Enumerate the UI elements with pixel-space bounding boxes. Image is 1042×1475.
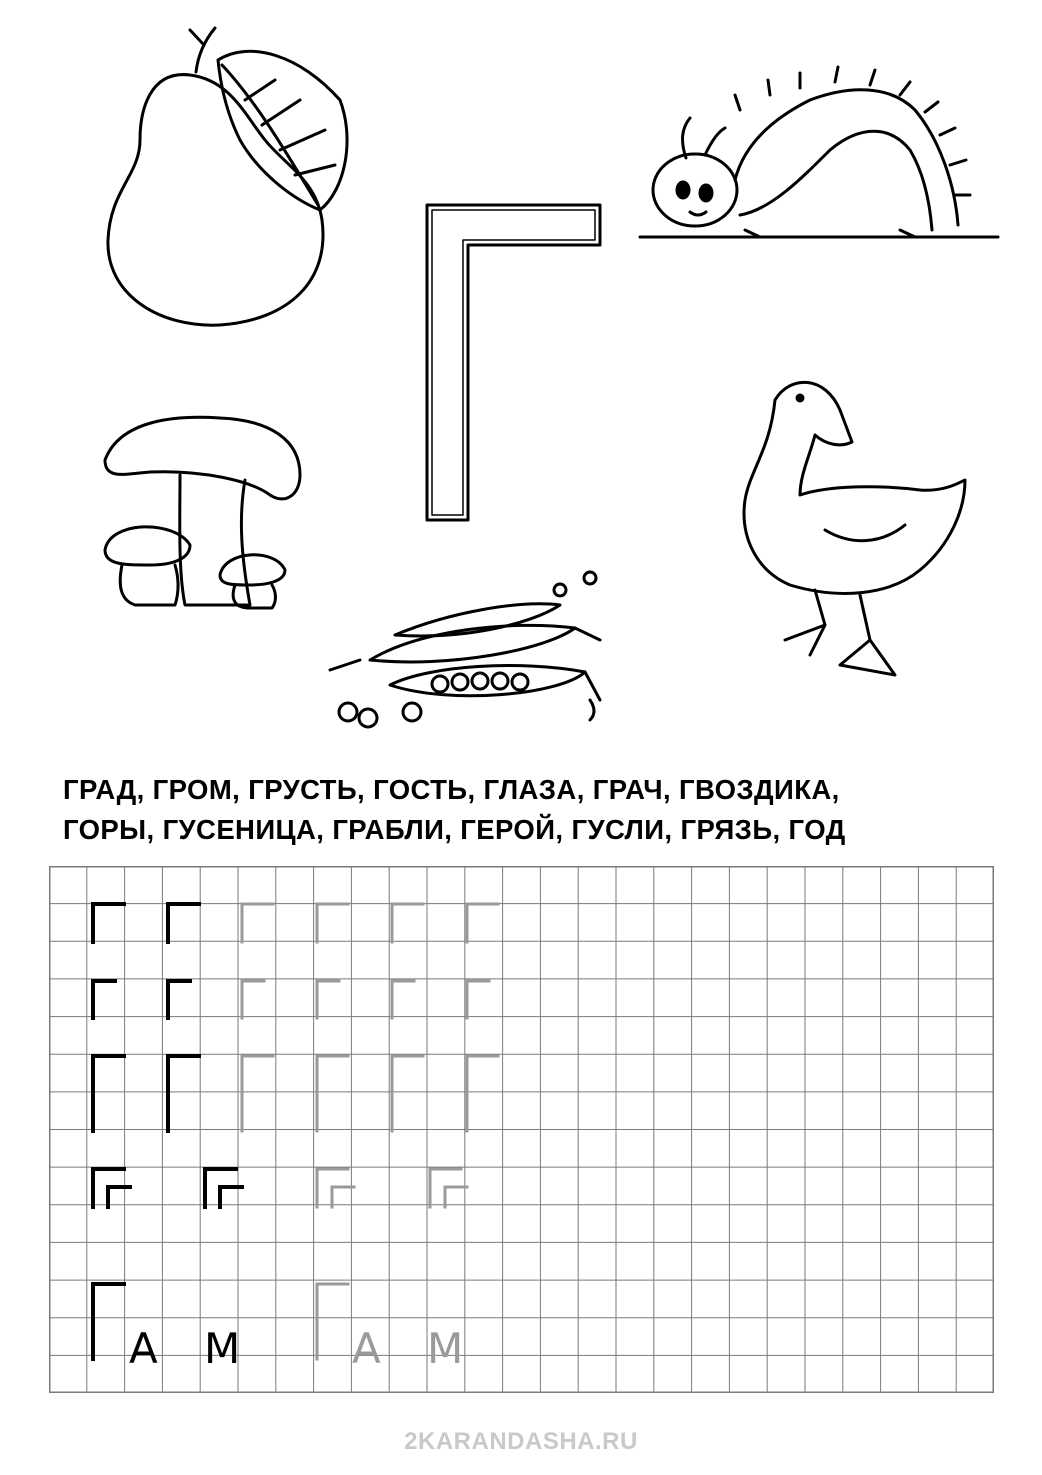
practice-letter-m-trace: М (427, 1324, 464, 1373)
word-list-line-1: ГРАД, ГРОМ, ГРУСТЬ, ГОСТЬ, ГЛАЗА, ГРАЧ, ГВОЗДИКА, (63, 774, 840, 805)
site-watermark: 2KARANDASHA.RU (404, 1428, 638, 1455)
pear-icon (108, 28, 347, 325)
caterpillar-icon (640, 67, 998, 237)
word-list-line-2: ГОРЫ, ГУСЕНИЦА, ГРАБЛИ, ГЕРОЙ, ГУСЛИ, ГРЯЗЬ, ГОД (63, 814, 846, 845)
grid-lines (49, 866, 994, 1393)
word-list (63, 770, 1003, 850)
big-letter-outline (427, 205, 600, 520)
practice-letter-a-trace: А (352, 1324, 381, 1373)
practice-letter-m: М (204, 1324, 241, 1373)
practice-letter-a: А (129, 1324, 158, 1373)
pea-pods-icon (330, 572, 600, 727)
mushroom-icon (105, 417, 300, 608)
practice-grid (49, 866, 994, 1393)
goose-icon (744, 382, 965, 675)
